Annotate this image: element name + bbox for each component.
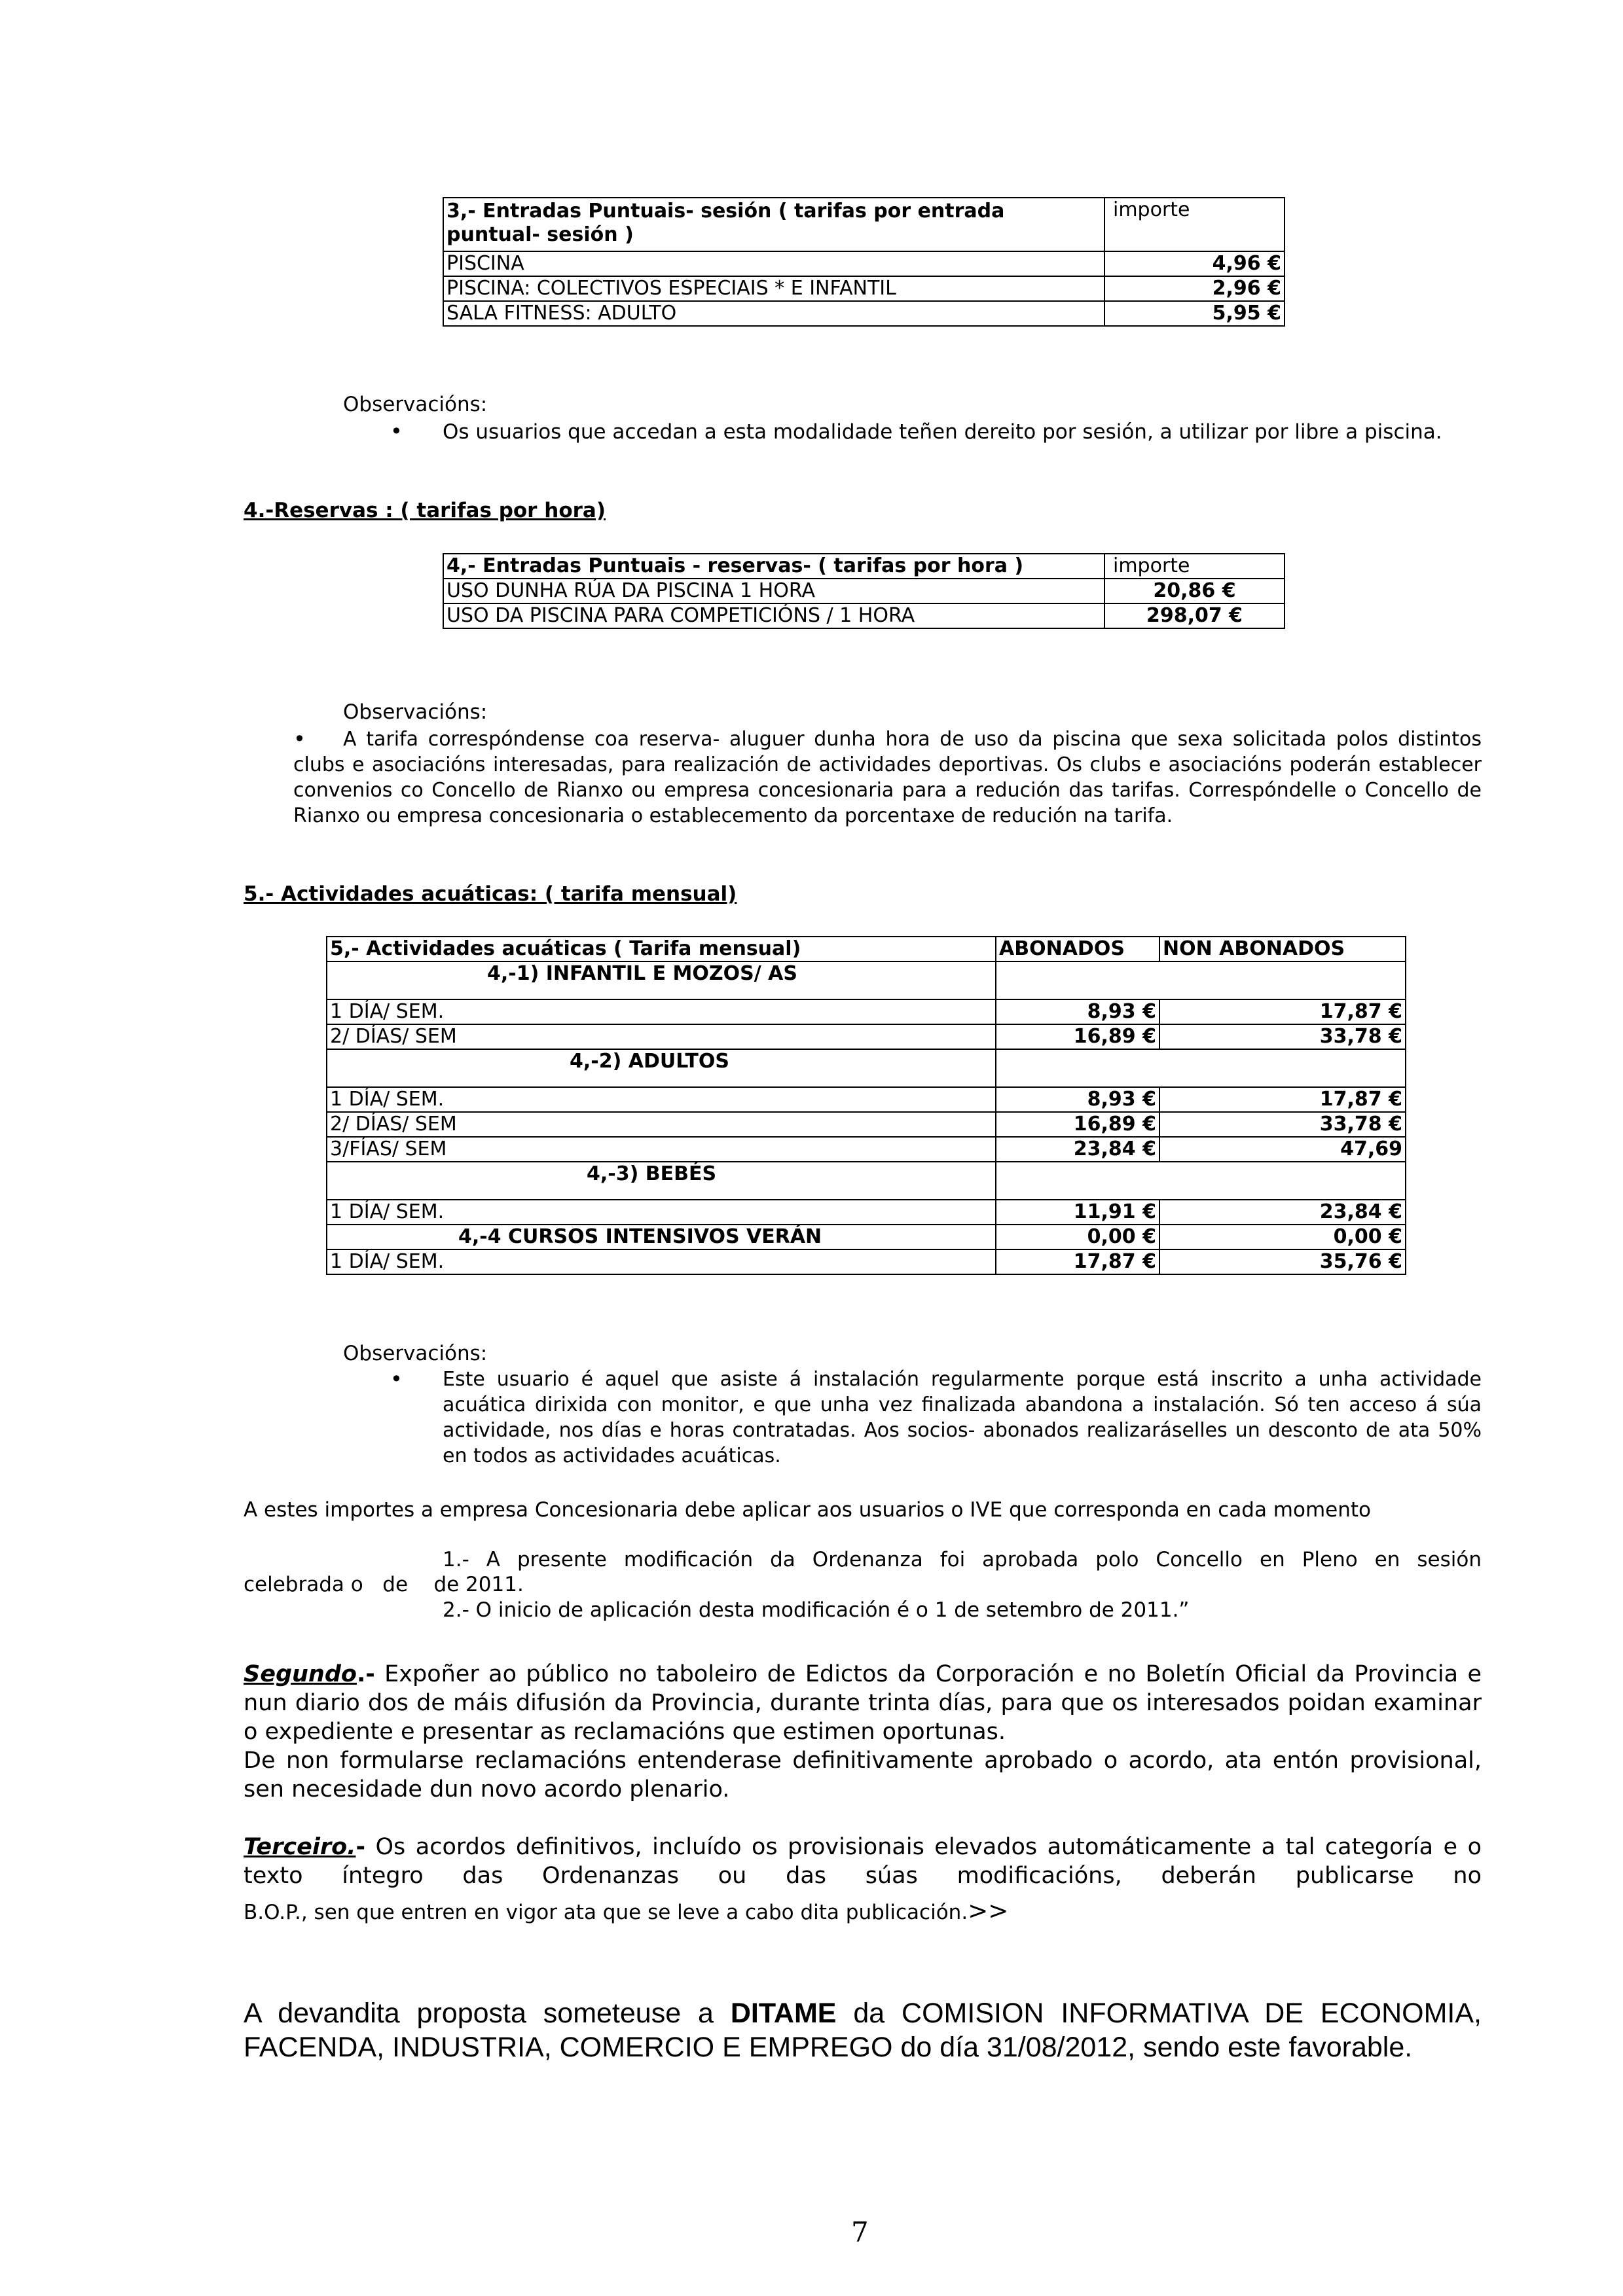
row-label: 2/ DÍAS/ SEM bbox=[327, 1024, 996, 1049]
table-row bbox=[327, 999, 1406, 1024]
row-label: 4,-4 CURSOS INTENSIVOS VERÁN bbox=[327, 1225, 996, 1249]
row-label: 4,-1) INFANTIL E MOZOS/ AS bbox=[327, 961, 996, 999]
row-label: 2/ DÍAS/ SEM bbox=[327, 1112, 996, 1137]
row-label: 1 DÍA/ SEM. bbox=[327, 1249, 996, 1274]
table-group-row bbox=[327, 1049, 1406, 1087]
bullet-icon: • bbox=[390, 419, 403, 444]
table-row bbox=[443, 603, 1285, 628]
row-value-non-abonados: 23,84 € bbox=[1159, 1200, 1406, 1225]
segundo-paragraph bbox=[244, 1660, 1482, 1746]
segundo-label: Segundo bbox=[244, 1661, 357, 1687]
table-row bbox=[443, 276, 1285, 301]
bullet-icon: • bbox=[293, 726, 306, 751]
observations-label: Observacións: bbox=[343, 393, 488, 416]
row-label: 1 DÍA/ SEM. bbox=[327, 999, 996, 1024]
row-value-abonados: 0,00 € bbox=[996, 1225, 1159, 1249]
table-group-row bbox=[327, 1162, 1406, 1200]
table-row bbox=[443, 251, 1285, 276]
row-value-abonados: 16,89 € bbox=[996, 1112, 1159, 1137]
terceiro-sep: - bbox=[356, 1834, 365, 1860]
row-value-non-abonados: 17,87 € bbox=[1159, 999, 1406, 1024]
table-header-non-abonados: NON ABONADOS bbox=[1159, 937, 1406, 961]
row-value-non-abonados: 35,76 € bbox=[1159, 1249, 1406, 1274]
bullet-icon: • bbox=[390, 1367, 403, 1391]
row-value: 298,07 € bbox=[1104, 603, 1285, 628]
table-header-cell: 4,- Entradas Puntuais - reservas- ( tarifas por hora ) bbox=[443, 554, 1104, 579]
row-value: 2,96 € bbox=[1104, 276, 1285, 301]
table-header-importe: importe bbox=[1104, 198, 1285, 251]
table-entradas-puntuais-sesion bbox=[443, 197, 1285, 327]
table-actividades-acuaticas bbox=[326, 936, 1406, 1275]
row-label: SALA FITNESS: ADULTO bbox=[443, 301, 1104, 326]
row-label: 4,-2) ADULTOS bbox=[327, 1049, 996, 1087]
table-header-abonados: ABONADOS bbox=[996, 937, 1159, 961]
row-value-abonados bbox=[996, 961, 1406, 999]
table-header-cell: 5,- Actividades acuáticas ( Tarifa mensual) bbox=[327, 937, 996, 961]
section-heading: 5.- Actividades acuáticas: ( tarifa mensual) bbox=[244, 882, 737, 906]
ditame-paragraph bbox=[244, 1996, 1482, 2064]
row-label: 4,-3) BEBÉS bbox=[327, 1162, 996, 1200]
approval-line-1: 1.- A presente modificación da Ordenanza foi aprobada polo Concello en Pleno en sesión bbox=[443, 1548, 1482, 1571]
terceiro-text: Os acordos definitivos, incluído os provisionais elevados automáticamente a tal categoría e o texto íntegro das Ordenanzas ou das súas modificacións, deberán publicarse no bbox=[244, 1834, 1482, 1889]
table-header-importe: importe bbox=[1104, 554, 1285, 579]
observations-label: Observacións: bbox=[343, 700, 488, 724]
observation-text: Este usuario é aquel que asiste á instalación regularmente porque está inscrito a unha actividade acuática dirixida con monitor, e que unha vez finalizada abandona a instalación. Só ten acceso á súa actividade, nos días e horas contratadas. Aos socios- abonados realizaráselles un desconto de ata 50% en todos as actividades acuáticas. bbox=[443, 1368, 1482, 1467]
table-row bbox=[443, 579, 1285, 603]
row-label: 1 DÍA/ SEM. bbox=[327, 1200, 996, 1225]
ditame-pre: A devandita proposta someteuse a bbox=[244, 1998, 714, 2029]
ditame-bold: DITAME bbox=[730, 1998, 837, 2029]
approval-line-2: 2.- O inicio de aplicación desta modificación é o 1 de setembro de 2011.” bbox=[443, 1598, 1190, 1622]
row-value-non-abonados: 33,78 € bbox=[1159, 1112, 1406, 1137]
table-row bbox=[327, 1200, 1406, 1225]
row-label: USO DUNHA RÚA DA PISCINA 1 HORA bbox=[443, 579, 1104, 603]
row-label: 3/FÍAS/ SEM bbox=[327, 1137, 996, 1162]
table-group-row bbox=[327, 961, 1406, 999]
row-value: 20,86 € bbox=[1104, 579, 1285, 603]
row-value: 4,96 € bbox=[1104, 251, 1285, 276]
row-value-abonados bbox=[996, 1049, 1406, 1087]
segundo-text-2: De non formularse reclamacións entenderase definitivamente aprobado o acordo, ata entón provisional, sen necesidade dun novo acordo plenario. bbox=[244, 1748, 1482, 1803]
row-value-abonados: 16,89 € bbox=[996, 1024, 1159, 1049]
row-value-non-abonados: 0,00 € bbox=[1159, 1225, 1406, 1249]
ive-note: A estes importes a empresa Concesionaria debe aplicar aos usuarios o IVE que corresponda en cada momento bbox=[244, 1498, 1371, 1522]
terceiro-end: >> bbox=[968, 1897, 1009, 1925]
terceiro-label: Terceiro. bbox=[244, 1834, 356, 1860]
row-value-abonados bbox=[996, 1162, 1406, 1200]
row-value-non-abonados: 33,78 € bbox=[1159, 1024, 1406, 1049]
table-row bbox=[327, 1024, 1406, 1049]
table-reservas bbox=[443, 553, 1285, 629]
row-value-abonados: 8,93 € bbox=[996, 1087, 1159, 1112]
terceiro-paragraph bbox=[244, 1833, 1482, 1890]
section-heading: 4.-Reservas : ( tarifas por hora) bbox=[244, 499, 606, 522]
table-group-row bbox=[327, 1225, 1406, 1249]
row-value: 5,95 € bbox=[1104, 301, 1285, 326]
row-label: 1 DÍA/ SEM. bbox=[327, 1087, 996, 1112]
observation-text: Os usuarios que accedan a esta modalidade teñen dereito por sesión, a utilizar por libre a piscina. bbox=[443, 420, 1442, 444]
terceiro-last-line bbox=[244, 1897, 1008, 1925]
table-row bbox=[443, 301, 1285, 326]
observation-text: A tarifa correspóndense coa reserva- aluguer dunha hora de uso da piscina que sexa solicitada polos distintos clubs e asociacións interesadas, para realización de actividades deportivas. Os clubs e asociacións poderán establecer convenios co Concello de Rianxo ou empresa concesionaria para a redución das tarifas. Correspóndelle o Concello de Rianxo ou empresa concesionaria o establecemento da porcentaxe de redución na tarifa. bbox=[293, 728, 1482, 827]
ditame-post: da COMISION INFORMATIVA DE ECONOMIA, FACENDA, INDUSTRIA, COMERCIO E EMPREGO do día 31/08/2012, sendo este favorable. bbox=[244, 1998, 1482, 2063]
table-header-cell: 3,- Entradas Puntuais- sesión ( tarifas por entrada puntual- sesión ) bbox=[443, 198, 1104, 251]
row-value-abonados: 11,91 € bbox=[996, 1200, 1159, 1225]
row-value-abonados: 8,93 € bbox=[996, 999, 1159, 1024]
segundo-sep: .- bbox=[356, 1661, 375, 1687]
segundo-text: Expoñer ao público no taboleiro de Edictos da Corporación e no Boletín Oficial da Provincia e nun diario dos de máis difusión da Provincia, durante trinta días, para que os interesados poidan examinar o expediente e presentar as reclamacións que estimen oportunas. bbox=[244, 1661, 1482, 1745]
table-row bbox=[327, 1087, 1406, 1112]
table-row bbox=[327, 1137, 1406, 1162]
row-label: PISCINA: COLECTIVOS ESPECIAIS * E INFANTIL bbox=[443, 276, 1104, 301]
observations-label: Observacións: bbox=[343, 1342, 488, 1365]
row-label: USO DA PISCINA PARA COMPETICIÓNS / 1 HORA bbox=[443, 603, 1104, 628]
row-value-non-abonados: 17,87 € bbox=[1159, 1087, 1406, 1112]
approval-line-1-cont: celebrada o de de 2011. bbox=[244, 1573, 524, 1596]
row-value-non-abonados: 47,69 bbox=[1159, 1137, 1406, 1162]
table-row bbox=[327, 1112, 1406, 1137]
row-value-abonados: 23,84 € bbox=[996, 1137, 1159, 1162]
page-number: 7 bbox=[851, 2216, 869, 2248]
table-row bbox=[327, 1249, 1406, 1274]
row-value-abonados: 17,87 € bbox=[996, 1249, 1159, 1274]
terceiro-text-last: B.O.P., sen que entren en vigor ata que se leve a cabo dita publicación. bbox=[244, 1901, 968, 1924]
row-label: PISCINA bbox=[443, 251, 1104, 276]
